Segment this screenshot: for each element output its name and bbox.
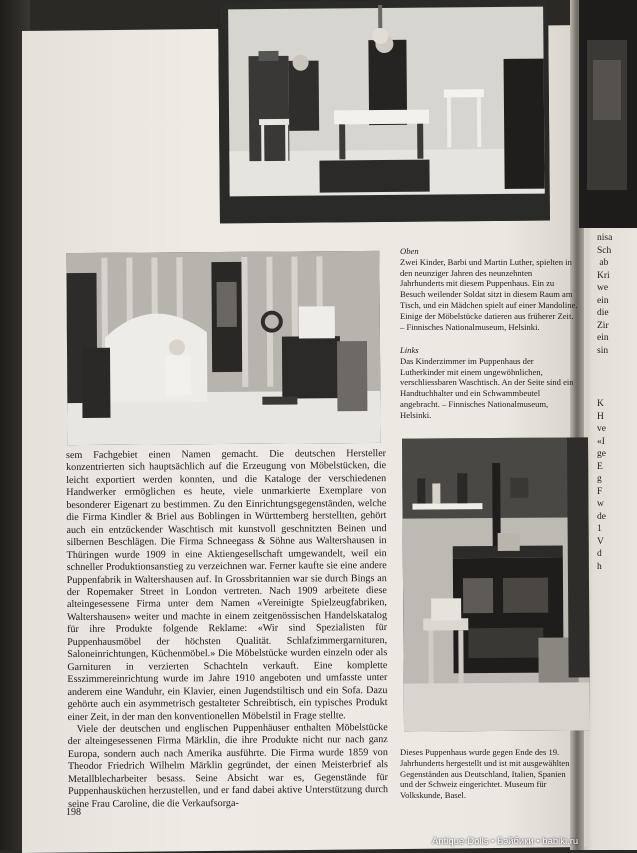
- photo-dollhouse-parlor: [218, 0, 550, 223]
- photo-right-page-fragment: [579, 0, 637, 228]
- caption-stove: [400, 747, 580, 801]
- caption-oben: [400, 246, 578, 332]
- caption-stove-text: Dieses Puppenhaus wurde gegen Ende des 19. Jahrhunderts hergestellt und ist mit ausgewählten Gegenständen aus Deutschland, Italien, Spanien und der Schweiz eingerichtet. Museum für Volkskunde, Basel.: [400, 747, 570, 801]
- body-paragraph: Viele der deutschen und englischen Puppenhäuser enthalten Möbelstücke der alteingesessenen Firma Märklin, die ihre Produkte nicht nur nach ganz Europa, sondern auch nach Amerika ausführte. Die Firma wurde 1859 von Theodor Friedrich Wilhelm Märklin gegründet, der einen Meisterbrief als Metallblecharbeiter besass. Seine Absicht war es, Gegenstände für Puppenhausküchen herzustellen, und er fand dabei aktive Unterstützung durch seine Frau Caroline, die die Verkaufsorga-: [67, 722, 389, 810]
- body-text: [66, 448, 388, 811]
- caption-oben-heading: Oben: [400, 246, 419, 256]
- photo-kitchen-stove: [402, 437, 590, 731]
- caption-links-heading: Links: [400, 345, 419, 355]
- watermark: Antique-Dolls • Бэйбики • babiki.ru: [432, 836, 579, 847]
- photo-childrens-room: [66, 251, 380, 445]
- caption-oben-text: Zwei Kinder, Barbi und Martin Luther, spielten in den neunziger Jahren des neunzehnten Jahrhunderts mit diesem Puppenhaus. Ein zu Besuch weilender Soldat sitzt in diesem Raum am Tisch, und ein Mädchen spielt auf einer Mandoline. Einige der Möbelstücke datieren aus früherer Zeit. – Finnisches Nationalmuseum, Helsinki.: [400, 256, 578, 332]
- page-number: 198: [66, 807, 81, 818]
- body-paragraph: sem Fachgebiet einen Namen gemacht. Die deutschen Hersteller konzentrierten sich hauptsächlich auf die Erzeugung von Möbelstücken, die leicht exportiert werden konnten, und die Kataloge der verschiedenen Handwerker ermöglichen es heute, viele unmarkierte Exemplare von besonderer Eigenart zu bestimmen. Zu den Einrichtungsgegenständen, welche die Firma Kindler & Briel aus Boblingen in Württemberg herstellten, gehört auch ein entzückender Waschtisch mit kunstvoll geschnitzten Beinen und silbernen Beschlägen. Die Firma Schneegass & Söhne aus Waltershausen in Thüringen wurde 1909 in eine Aktiengesellschaft umgewandelt, weil ein schneller Produktionsanstieg zu verzeichnen war. Ferner kaufte sie eine andere Puppenfabrik in Waltershausen auf. In Grossbritannien war sie durch Bings an der Ropemaker Street in London vertreten. Nach 1909 arbeitete diese alteingesessene Firma unter dem Namen «Vereinigte Spielzeugfabriken, Waltershausen» weiter und machte in einem zeitgenössischen Handelskatalog für ihre Produkte folgende Reklame: «Wir sind Spezialisten für Puppenhausmöbel der höchsten Qualität. Schlafzimmergarnituren, Saloneinrichtungen, Küchenmöbel.» Die Möbelstücke wurden einzeln oder als Garnituren in verzierten Schachteln verkauft. Eine komplette Esszimmereinrichtung wurde im Jahre 1910 angeboten und umfasste unter anderem eine Wanduhr, ein Klavier, einen Jugendstiltisch und ein Sofa. Dazu gehörte auch ein asymmetrisch gestalteter Schreibtisch, ein typisches Produkt einer Zeit, in der man den konventionellen Möbelstil in Frage stellte.: [66, 448, 388, 723]
- caption-links-text: Das Kinderzimmer im Puppenhaus der Lutherkinder mit einem ungewöhnlichen, verschliessbaren Waschtisch. An der Seite sind ein Handtuchhalter und ein Schwammbeutel angebracht. – Finnisches Nationalmuseum, Helsinki.: [400, 355, 574, 420]
- right-page-text-fragment: K H ve «I ge E g F w de 1 V d h: [597, 399, 606, 572]
- right-page-text-fragment: nisa Sch ab Kri we ein die Zir ein sin: [597, 233, 613, 356]
- caption-links: [400, 345, 578, 421]
